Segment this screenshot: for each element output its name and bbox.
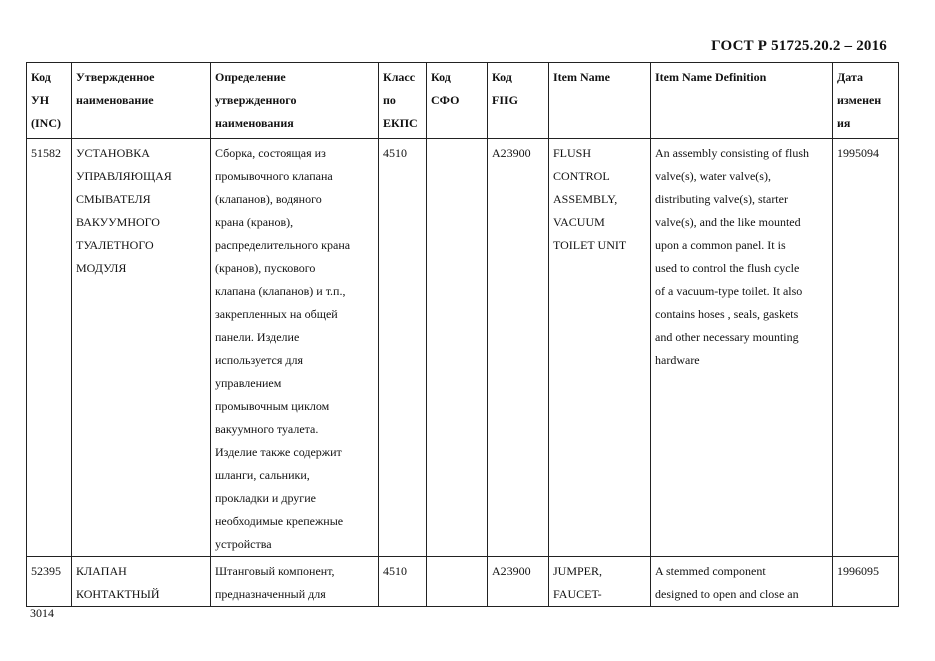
header-item-name: Item Name [549,63,651,139]
cell-inc: 51582 [27,139,72,557]
page-number: 3014 [30,606,54,620]
header-item-name-definition: Item Name Definition [651,63,833,139]
cell-item-name: FLUSH CONTROL ASSEMBLY, VACUUM TOILET UNIT [549,139,651,557]
cell-change-date: 1995094 [833,139,899,557]
catalog-table [26,62,899,607]
cell-change-date: 1996095 [833,557,899,607]
cell-fiig-code: A23900 [488,139,549,557]
cell-definition: Сборка, состоящая из промывочного клапана (клапанов), водяного крана (кранов), распределительного крана (кранов), пускового клапана (клапанов) и т.п., закрепленных на общей панели. Изделие используется для управлением промывочным циклом вакуумного туалета. Изделие также содержит шланги, сальники, прокладки и другие необходимые крепежные устройства [211,139,379,557]
cell-item-name-definition: A stemmed component designed to open and close an [651,557,833,607]
header-fiig-code: Код FIIG [488,63,549,139]
cell-ekps-class: 4510 [379,557,427,607]
header-approved-name: Утвержденное наименование [72,63,211,139]
cell-definition: Штанговый компонент, предназначенный для [211,557,379,607]
cell-item-name: JUMPER, FAUCET- [549,557,651,607]
cell-sfo-code [427,557,488,607]
cell-approved-name: УСТАНОВКА УПРАВЛЯЮЩАЯ СМЫВАТЕЛЯ ВАКУУМНОГО ТУАЛЕТНОГО МОДУЛЯ [72,139,211,557]
header-sfo-code: Код СФО [427,63,488,139]
table-row [27,139,899,557]
table-header-row [27,63,899,139]
cell-ekps-class: 4510 [379,139,427,557]
cell-inc: 52395 [27,557,72,607]
cell-fiig-code: A23900 [488,557,549,607]
table-row [27,557,899,607]
header-definition: Определение утвержденного наименования [211,63,379,139]
cell-approved-name: КЛАПАН КОНТАКТНЫЙ [72,557,211,607]
cell-sfo-code [427,139,488,557]
header-change-date: Дата изменен ия [833,63,899,139]
header-inc: Код УН (INC) [27,63,72,139]
cell-item-name-definition: An assembly consisting of flush valve(s), water valve(s), distributing valve(s), starter valve(s), and the like mounted upon a common panel. It is used to control the flush cycle of a vacuum-type toilet. It also contains hoses , seals, gaskets and other necessary mounting hardware [651,139,833,557]
header-ekps-class: Класс по ЕКПС [379,63,427,139]
document-standard-code: ГОСТ Р 51725.20.2 – 2016 [711,38,887,54]
